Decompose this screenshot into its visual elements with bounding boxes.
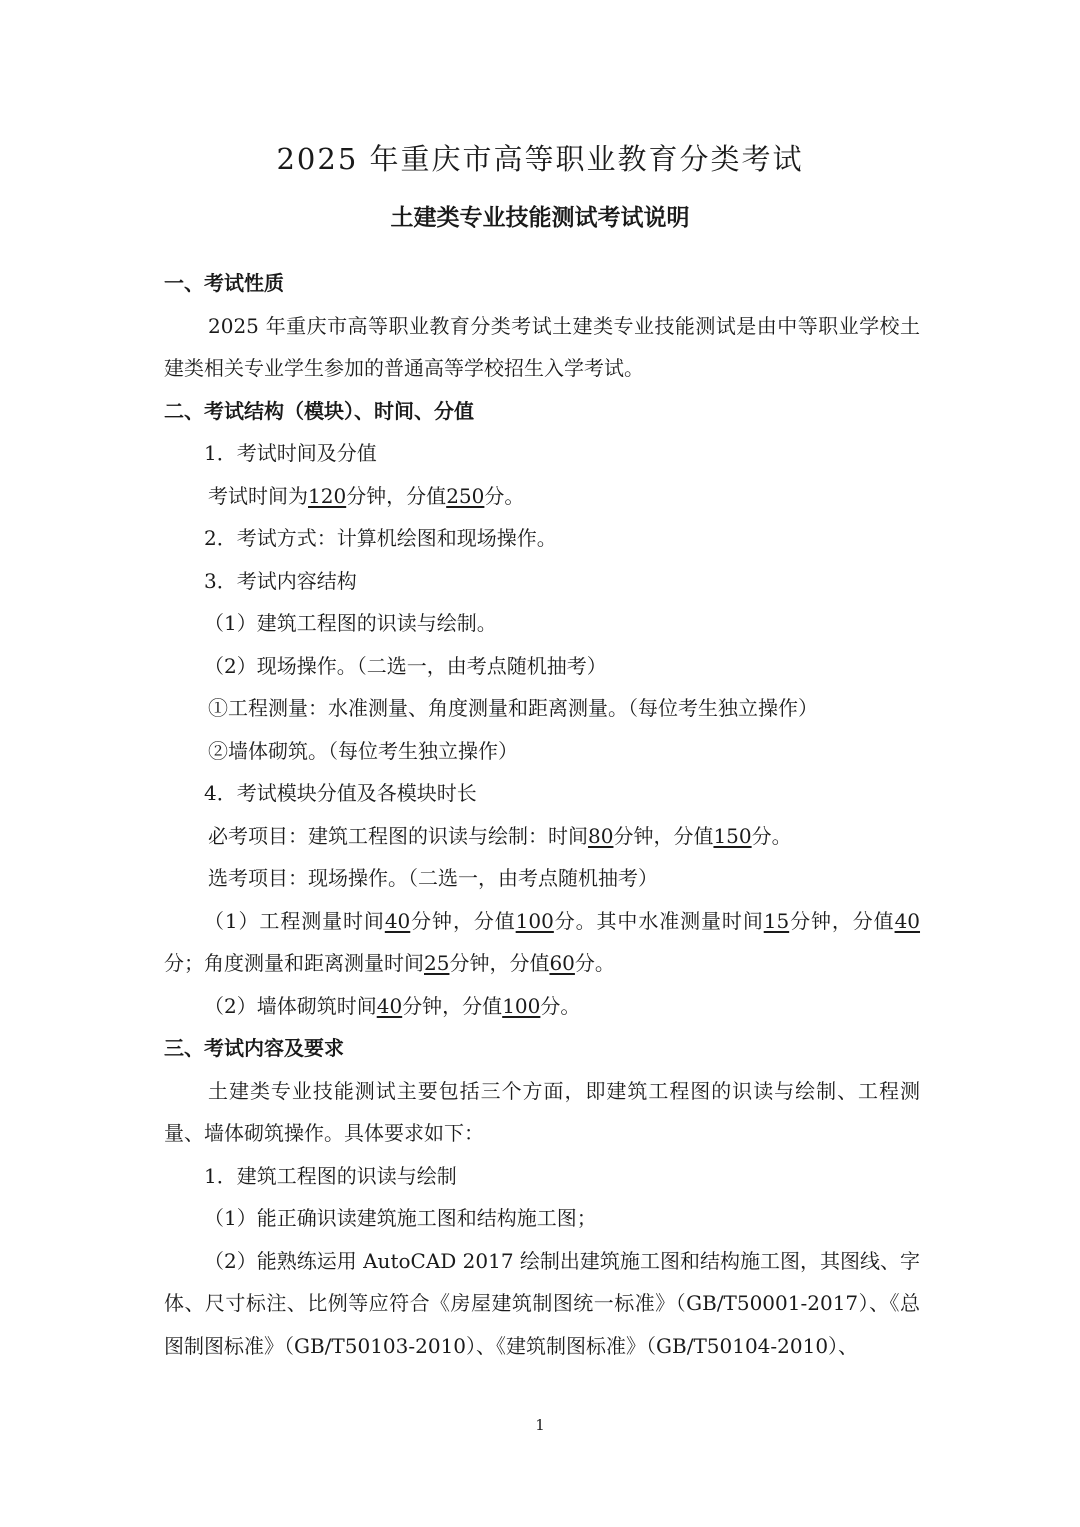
text-fragment: 考试时间为 <box>208 483 308 508</box>
leveling-time-value: 15 <box>763 908 790 933</box>
document-subtitle: 土建类专业技能测试考试说明 <box>390 205 690 231</box>
text-fragment: 分。 <box>751 823 792 848</box>
required-score-value: 150 <box>713 823 752 848</box>
list-item-drawing: 1．建筑工程图的识读与绘制 <box>204 1163 457 1188</box>
list-item-time-score: 1．考试时间及分值 <box>204 441 377 465</box>
paragraph-time-score <box>164 475 920 518</box>
masonry-time-value: 40 <box>376 993 403 1018</box>
leveling-score-value: 40 <box>894 908 921 933</box>
list-item-content-structure: 3．考试内容结构 <box>204 568 357 593</box>
angle-distance-score-value: 60 <box>549 951 575 975</box>
list-subitem-masonry: ②墙体砌筑。（每位考生独立操作） <box>208 738 518 763</box>
text-fragment: 分钟，分值 <box>410 908 516 933</box>
list-subitem-drawing: （1）建筑工程图的识读与绘制。 <box>204 611 497 635</box>
required-time-value: 80 <box>588 823 614 848</box>
list-item-module-scores: 4．考试模块分值及各模块时长 <box>204 781 477 805</box>
angle-distance-time-value: 25 <box>424 951 450 975</box>
surveying-time-value: 40 <box>384 908 411 933</box>
text-fragment: 分。 <box>574 951 615 975</box>
list-subitem-autocad: （2）能熟练运用 AutoCAD 2017 绘制出建筑施工图和结构施工图，其图线、字体、尺寸标注、比例等应符合《房屋建筑制图统一标准》（GB/T50001-2017）、《总图制图标准》（GB/T50103-2010）、《建筑制图标准》（GB/T50104-2010）、 <box>164 1248 920 1358</box>
paragraph-optional-item: 选考项目：现场操作。（二选一，由考点随机抽考） <box>208 866 658 890</box>
document-body <box>164 262 920 1367</box>
section-heading-content: 三、考试内容及要求 <box>164 1036 344 1060</box>
section-heading-structure: 二、考试结构（模块）、时间、分值 <box>164 398 474 423</box>
text-fragment: 分钟，分值 <box>346 483 447 508</box>
text-fragment: 分；角度测量和距离测量时间 <box>164 951 424 975</box>
text-fragment: 分。其中水准测量时间 <box>553 908 764 933</box>
text-fragment: 分。 <box>540 993 581 1018</box>
text-fragment: 分钟，分值 <box>449 951 550 975</box>
page-number: 1 <box>535 1416 545 1434</box>
paragraph-content-intro: 土建类专业技能测试主要包括三个方面，即建筑工程图的识读与绘制、工程测量、墙体砌筑操作。具体要求如下： <box>164 1078 920 1145</box>
paragraph-required-item <box>164 815 920 858</box>
document-title: 2025 年重庆市高等职业教育分类考试 <box>276 142 804 176</box>
list-item-exam-mode: 2．考试方式：计算机绘图和现场操作。 <box>204 526 557 550</box>
masonry-score-value: 100 <box>502 993 541 1018</box>
list-subitem-surveying: ①工程测量：水准测量、角度测量和距离测量。（每位考生独立操作） <box>208 696 818 720</box>
text-fragment: （1）工程测量时间 <box>204 908 385 933</box>
exam-score-value: 250 <box>446 483 485 508</box>
list-subitem-field-operation: （2）现场操作。（二选一，由考点随机抽考） <box>204 653 607 678</box>
text-fragment: 分钟，分值 <box>789 908 895 933</box>
exam-duration-value: 120 <box>308 483 347 508</box>
text-fragment: 分。 <box>484 483 525 508</box>
paragraph-nature: 2025 年重庆市高等职业教育分类考试土建类专业技能测试是由中等职业学校土建类相关专业学生参加的普通高等学校招生入学考试。 <box>164 313 920 380</box>
paragraph-surveying-time <box>164 900 920 985</box>
text-fragment: 分钟，分值 <box>613 823 714 848</box>
list-subitem-read-drawings: （1）能正确识读建筑施工图和结构施工图； <box>204 1206 597 1230</box>
text-fragment: （2）墙体砌筑时间 <box>204 993 377 1018</box>
surveying-score-value: 100 <box>515 908 554 933</box>
text-fragment: 必考项目：建筑工程图的识读与绘制：时间 <box>208 823 588 848</box>
paragraph-masonry-time <box>164 985 920 1028</box>
section-heading-nature: 一、考试性质 <box>164 271 284 295</box>
text-fragment: 分钟，分值 <box>402 993 503 1018</box>
